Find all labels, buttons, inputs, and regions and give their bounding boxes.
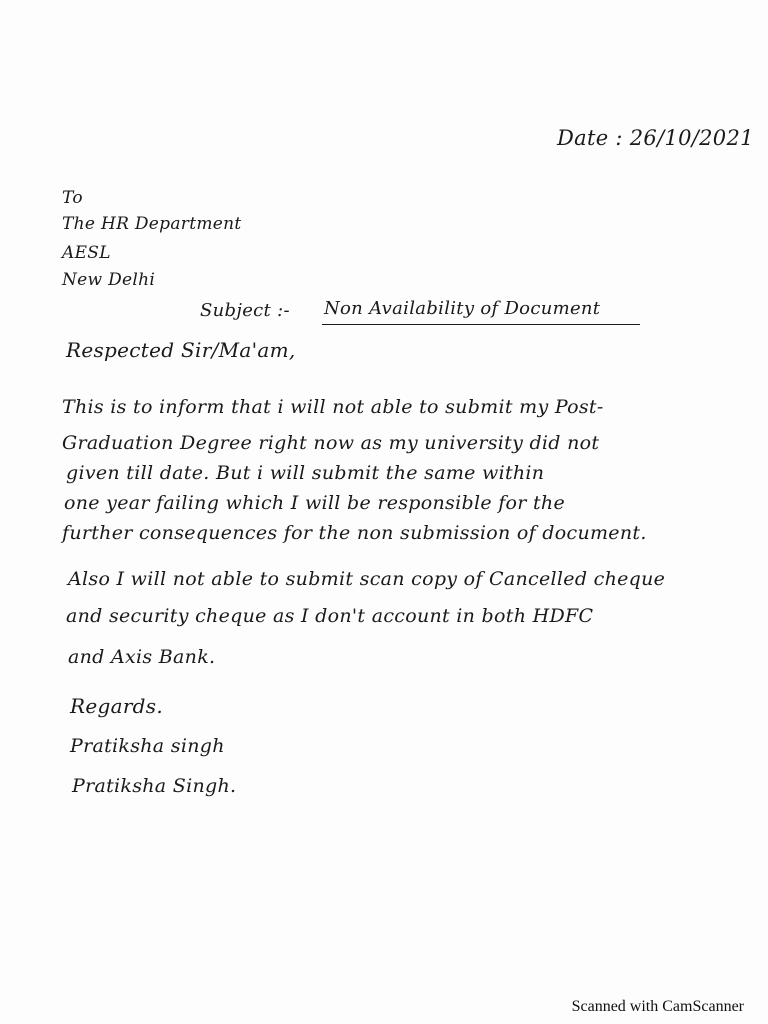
signer-name: Pratiksha Singh. [72,775,237,797]
paragraph1-line: This is to inform that i will not able to submit my Post- [62,396,604,418]
paragraph1-line: one year failing which I will be responsible for the [64,492,566,514]
subject-label: Subject :- [200,300,290,321]
paragraph1-line: given till date. But i will submit the same within [66,462,545,484]
paragraph2-line: and Axis Bank. [68,646,216,668]
paragraph1-line: further consequences for the non submission of document. [62,522,647,544]
subject-underline [322,324,640,325]
salutation: Respected Sir/Ma'am, [66,338,296,362]
signature: Pratiksha singh [70,735,225,757]
closing: Regards. [70,694,164,718]
recipient-to: To [62,188,83,208]
recipient-company: AESL [62,243,111,263]
recipient-department: The HR Department [62,214,242,234]
subject-text: Non Availability of Document [324,298,601,319]
subject-line [200,298,660,328]
recipient-city: New Delhi [62,270,156,290]
paragraph2-line: and security cheque as I don't account in both HDFC [66,605,594,627]
camscanner-watermark: Scanned with CamScanner [571,998,744,1015]
letter-date: Date : 26/10/2021 [557,126,754,150]
paragraph2-line: Also I will not able to submit scan copy of Cancelled cheque [68,568,666,590]
paragraph1-line: Graduation Degree right now as my university did not [62,432,600,454]
